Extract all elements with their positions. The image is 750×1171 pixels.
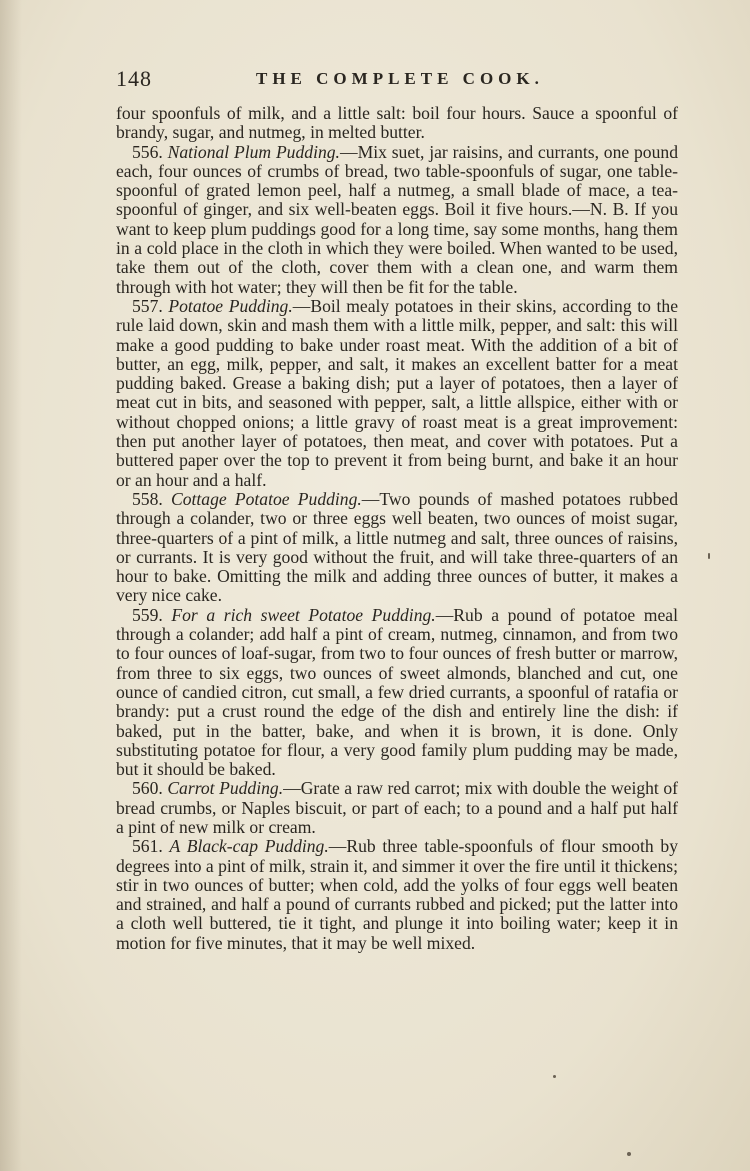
page-header [116, 66, 682, 94]
recipe-title: Carrot Pudding. [167, 778, 284, 799]
body-text [116, 104, 678, 953]
recipe-561 [116, 837, 678, 953]
recipe-title: National Plum Pudding. [167, 141, 340, 162]
recipe-number: 556. [132, 141, 163, 162]
recipe-560 [116, 779, 678, 837]
recipe-title: Cottage Potatoe Pudding. [170, 488, 362, 509]
recipe-number: 557. [132, 295, 163, 316]
recipe-text: —Rub three table-spoonfuls of flour smooth by degrees into a pint of milk, strain it, and simmer it over the fire until it thickens; stir in two ounces of butter; when cold, add the yolks of four eggs well beaten and strained, and half a pound of currants rubbed and picked; put the latter into a cloth well buttered, tie it tight, and plunge it into boiling water; keep it in motion for five minutes, that it may be well mixed. [116, 836, 678, 953]
recipe-text: —Two pounds of mashed potatoes rubbed through a colander, two or three eggs well beaten, two ounces of moist sugar, three-quarters of a pint of milk, a little nutmeg and salt, three ounces of raisins, or currants. It is very good without the fruit, and will take three-quarters of an hour to bake. Omitting the milk and adding three ounces of butter, it makes a very nice cake. [116, 488, 679, 606]
paragraph-text: four spoonfuls of milk, and a little salt: boil four hours. Sauce a spoonful of brandy, sugar, and nutmeg, in melted butter. [116, 103, 678, 143]
running-title: THE COMPLETE COOK. [256, 69, 544, 88]
recipe-559 [116, 606, 678, 780]
recipe-text: —Rub a pound of potatoe meal through a colander; add half a pint of cream, nutmeg, cinnamon, and from two to four ounces of loaf-sugar, from two to four ounces of fresh butter or marrow, from three to six eggs, two ounces of sweet almonds, blanched and cut, one ounce of candied citron, cut small, a few dried currants, a spoonful of ratafia or brandy: put a crust round the edge of the dish and entirely line the dish: if baked, put in the batter, bake, and when it is brown, it is done. Only substituting potatoe for flour, a very good family plum pudding may be made, but it should be baked. [116, 604, 678, 780]
recipe-text: —Mix suet, jar raisins, and currants, one pound each, four ounces of crumbs of bread, two table-spoonfuls of sugar, one table-spoonful of grated lemon peel, half a nutmeg, a small blade of mace, a tea-spoonful of ginger, and six well-beaten eggs. Boil it five hours.—N. B. If you want to keep plum puddings good for a long time, say some months, hang them in a cold place in the cloth in which they were boiled. When wanted to be used, take them out of the cloth, cover them with a clean one, and warm them through with hot water; they will then be fit for the table. [116, 141, 678, 297]
recipe-title: A Black-cap Pudding. [169, 836, 329, 857]
page-gutter-shadow [0, 0, 22, 1171]
recipe-number: 561. [132, 836, 163, 857]
paper-speck [627, 1152, 631, 1156]
page-number: 148 [116, 66, 152, 91]
recipe-556 [116, 143, 678, 297]
recipe-title: For a rich sweet Potatoe Pudding. [171, 604, 436, 625]
recipe-text: —Grate a raw red carrot; mix with double the weight of bread crumbs, or Naples biscuit, or part of each; to a pound and a half put half a pint of new milk or cream. [116, 778, 678, 837]
paper-speck [553, 1075, 556, 1078]
recipe-number: 560. [132, 778, 163, 799]
recipe-title: Potatoe Pudding. [168, 295, 293, 316]
recipe-text: —Boil mealy potatoes in their skins, according to the rule laid down, skin and mash them with a little milk, pepper, and salt: this will make a good pudding to bake under roast meat. With the addition of a bit of butter, an egg, milk, pepper, and salt, it makes an excellent batter for a meat pudding baked. Grease a baking dish; put a layer of potatoes, then a layer of meat cut in bits, and seasoned with pepper, salt, a little allspice, either with or without chopped onions; a little gravy of roast meat is a great improvement: then put another layer of potatoes, then meat, and cover with potatoes. Put a buttered paper over the top to prevent it from being burnt, and bake it an hour or an hour and a half. [116, 295, 679, 490]
recipe-558 [116, 490, 678, 606]
recipe-number: 559. [132, 604, 163, 625]
recipe-number: 558. [132, 488, 163, 509]
paper-speck [708, 553, 710, 559]
paragraph-continued [116, 104, 678, 143]
recipe-557 [116, 297, 678, 490]
